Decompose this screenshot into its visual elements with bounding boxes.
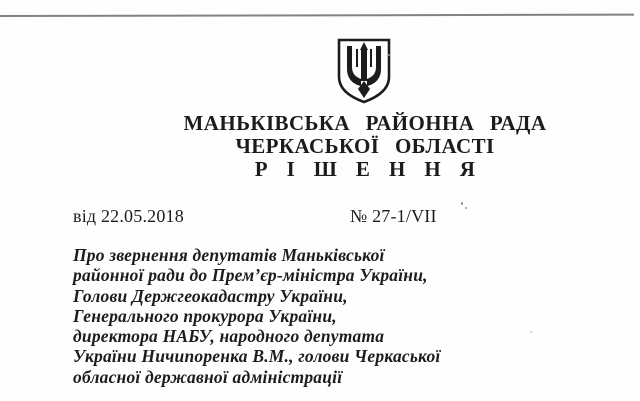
subject-line: обласної державної адміністрації bbox=[73, 366, 343, 387]
document-subject bbox=[73, 245, 473, 387]
document-header bbox=[90, 112, 640, 181]
subject-line: Про звернення депутатів Маньківської bbox=[73, 245, 385, 265]
scan-noise-speck bbox=[530, 331, 532, 333]
scan-noise-speck bbox=[461, 202, 464, 206]
top-scan-divider-line bbox=[0, 14, 634, 17]
document-type-title: Р І Ш Е Н Н Я bbox=[254, 157, 476, 181]
scan-noise-speck bbox=[465, 207, 467, 209]
ukraine-trident-emblem-icon bbox=[336, 37, 392, 105]
council-name-line: МАНЬКІВСЬКА РАЙОННА РАДА bbox=[183, 111, 547, 135]
subject-line: України Ничипоренка В.М., голови Черкаської bbox=[73, 346, 441, 367]
oblast-name-line: ЧЕРКАСЬКОЇ ОБЛАСТІ bbox=[235, 134, 495, 158]
scan-noise-speck bbox=[388, 54, 390, 56]
document-number: № 27-1/VII bbox=[350, 206, 437, 226]
subject-line: Голови Держгеокадастру України, bbox=[73, 285, 348, 306]
subject-line: Генерального прокурора України, bbox=[73, 305, 337, 326]
document-date: від 22.05.2018 bbox=[73, 206, 184, 226]
subject-line: директора НАБУ, народного депутата bbox=[73, 326, 385, 347]
subject-line: районної ради до Прем’єр-міністра України, bbox=[73, 265, 428, 286]
